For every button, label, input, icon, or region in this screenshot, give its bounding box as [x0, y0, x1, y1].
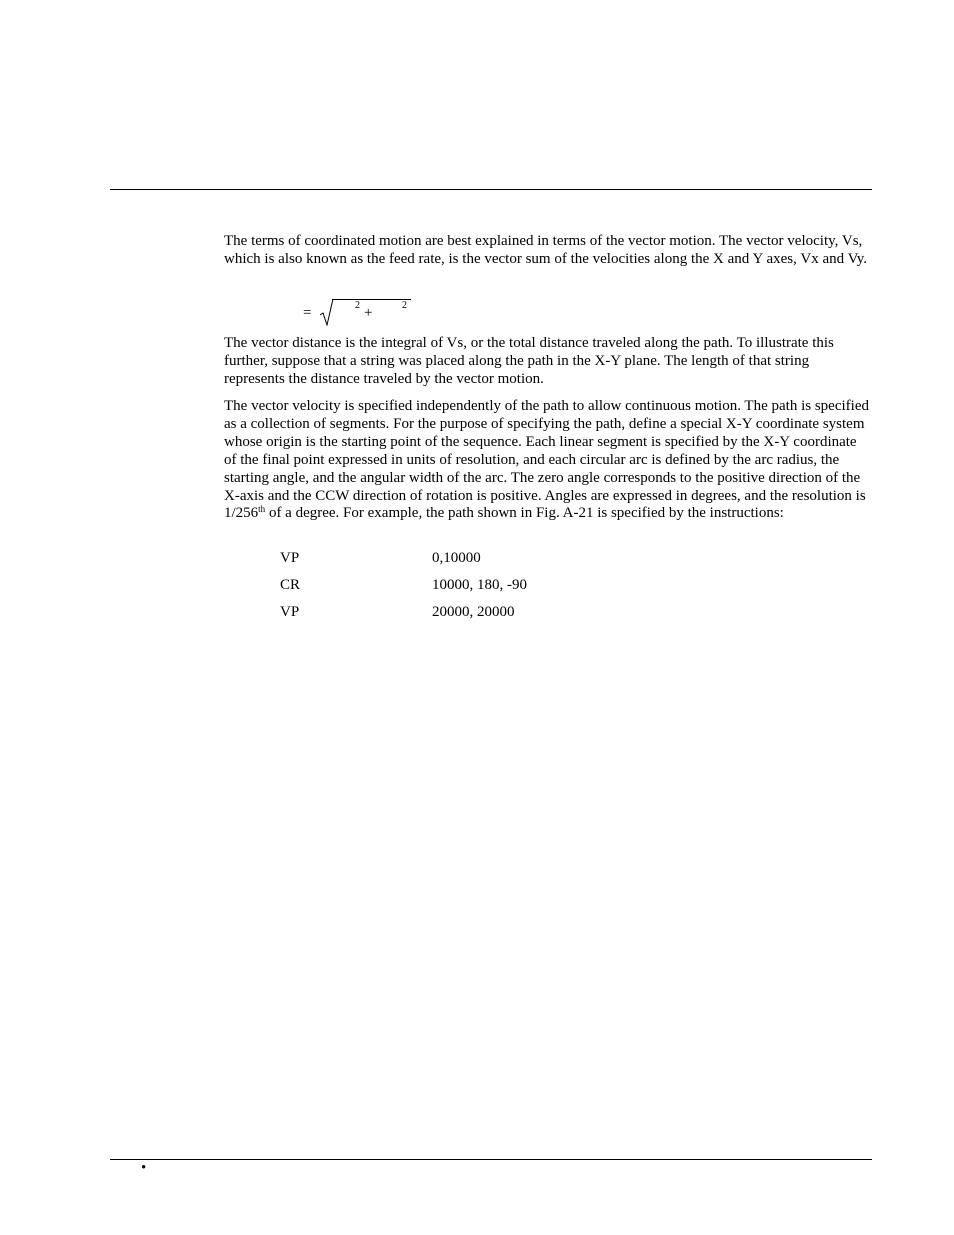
instruction-command: VP [280, 604, 300, 620]
vector-velocity-equation [303, 297, 418, 327]
instruction-command: CR [280, 577, 301, 593]
ordinal-superscript: th [258, 504, 266, 515]
equation-plus-sign: + [364, 305, 373, 321]
equation-exponent-2: 2 [402, 300, 407, 311]
instruction-command: VP [280, 550, 300, 566]
square-root-bar [332, 299, 411, 300]
equation-equals-sign: = [303, 305, 312, 321]
paragraph-text: of a degree. For example, the path shown in Fig. A-21 is specified by the instructions: [265, 505, 784, 522]
footer-rule [110, 1159, 872, 1160]
header-rule [110, 189, 872, 190]
instruction-arguments: 0,10000 [432, 550, 481, 566]
paragraph-text: The vector velocity is specified independently of the path to allow continuous motion. The path is specified as a collection of segments. For the purpose of specifying the path, define a special X-Y coordinate system whose origin is the starting point of the sequence. Each linear segment is specified by the X-Y coordinate of the final point expressed in units of resolution, and each circular arc is defined by the arc radius, the starting angle, and the angular width of the arc. The zero angle corresponds to the positive direction of the X-axis and the CCW direction of rotation is positive. Angles are expressed in degrees, and the resolution is 1/256 [224, 398, 869, 522]
paragraph-vector-velocity: The terms of coordinated motion are best explained in terms of the vector motion. The vector velocity, Vs, which is also known as the feed rate, is the vector sum of the velocities along the X and Y axes, Vx and Vy. [224, 233, 868, 267]
paragraph-vector-distance: The vector distance is the integral of Vs, or the total distance traveled along the path. To illustrate this further, suppose that a string was placed along the path in the X-Y plane. The length of that string represents the distance traveled by the vector motion. [224, 335, 834, 387]
footer-bullet: • [141, 1160, 147, 1176]
paragraph-path-specification [224, 398, 872, 523]
equation-exponent-1: 2 [355, 300, 360, 311]
instruction-arguments: 10000, 180, -90 [432, 577, 527, 593]
instruction-arguments: 20000, 20000 [432, 604, 515, 620]
square-root-icon [320, 298, 334, 326]
